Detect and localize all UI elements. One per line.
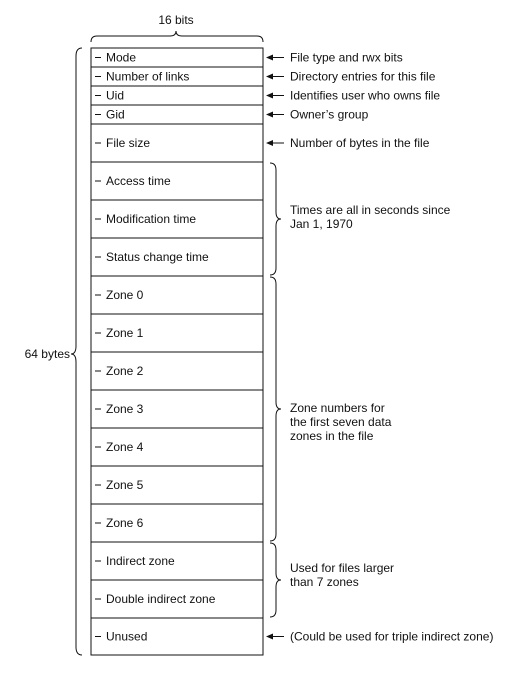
arrow-head-icon — [266, 112, 273, 118]
field-label: Status change time — [106, 250, 209, 264]
group-annotation-line: Jan 1, 1970 — [290, 217, 353, 231]
field-annotations — [266, 51, 493, 644]
field-label: Unused — [106, 629, 148, 644]
field-label: Zone 0 — [106, 288, 144, 302]
group-annotation-line: zones in the file — [290, 429, 374, 443]
size-brace — [71, 48, 82, 655]
field-label: Zone 3 — [106, 402, 144, 416]
group-brace — [270, 277, 281, 541]
field-label: Zone 5 — [106, 478, 144, 492]
field-label: Double indirect zone — [106, 592, 216, 606]
field-label: Zone 2 — [106, 364, 144, 378]
field-label: Zone 4 — [106, 440, 144, 454]
size-label: 64 bytes — [24, 347, 70, 361]
group-brace — [270, 543, 281, 617]
group-annotation-line: Used for files larger — [290, 561, 395, 575]
arrow-head-icon — [266, 55, 273, 61]
field-label: Uid — [106, 88, 125, 103]
field-annotation: File type and rwx bits — [290, 50, 403, 65]
arrow-head-icon — [266, 93, 273, 99]
field-label: Mode — [106, 50, 137, 65]
group-annotation-line: the first seven data — [290, 415, 392, 429]
field-label: Number of links — [106, 69, 190, 84]
group-annotation-line: Zone numbers for — [290, 401, 385, 415]
field-annotation: Identifies user who owns file — [290, 88, 441, 103]
field-annotation: Owner’s group — [290, 107, 369, 122]
width-label: 16 bits — [158, 13, 194, 27]
arrow-head-icon — [266, 634, 273, 640]
field-label: Access time — [106, 174, 171, 188]
field-label: Modification time — [106, 212, 197, 226]
field-annotation: (Could be used for triple indirect zone) — [290, 629, 494, 644]
arrow-head-icon — [266, 140, 273, 146]
field-label: Gid — [106, 107, 125, 122]
field-label: Zone 6 — [106, 516, 144, 530]
group-annotation-line: Times are all in seconds since — [290, 203, 451, 217]
inode-fields — [91, 48, 263, 655]
width-bracket — [91, 31, 263, 42]
group-annotations — [270, 163, 451, 617]
field-label: Indirect zone — [106, 554, 175, 568]
field-annotation: Directory entries for this file — [290, 69, 436, 84]
field-label: File size — [106, 136, 151, 150]
group-annotation-line: than 7 zones — [290, 575, 359, 589]
arrow-head-icon — [266, 74, 273, 80]
group-brace — [270, 163, 281, 275]
field-annotation: Number of bytes in the file — [290, 136, 430, 150]
field-label: Zone 1 — [106, 326, 144, 340]
